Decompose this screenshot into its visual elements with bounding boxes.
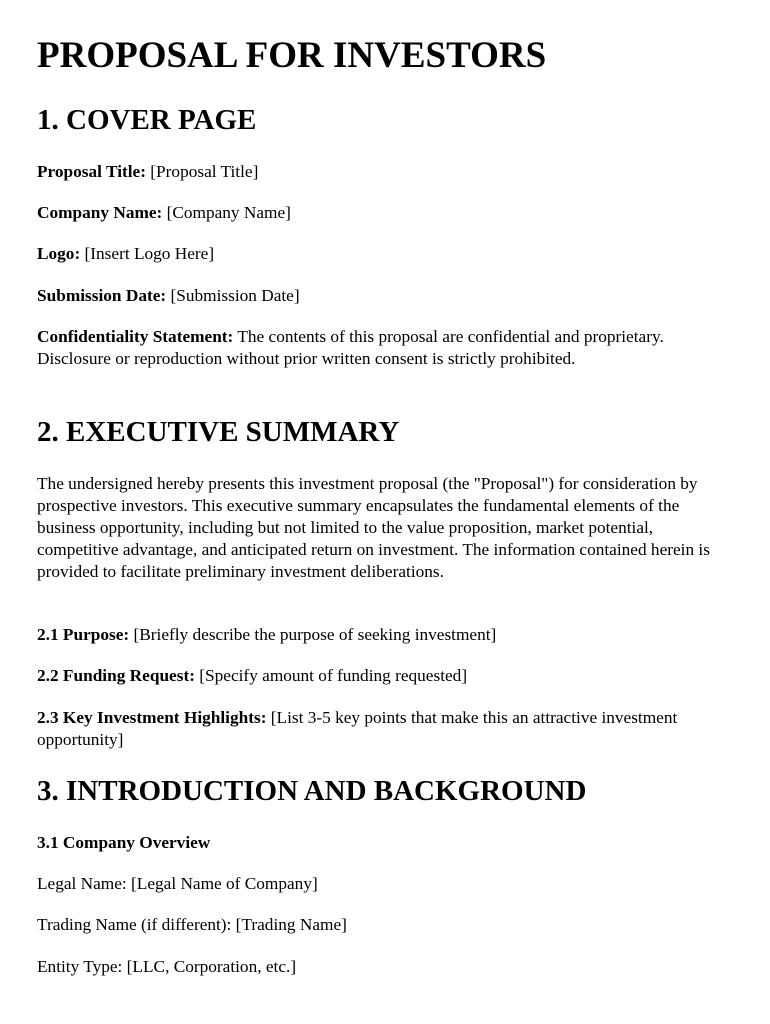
funding-request-value: [Specify amount of funding requested] [194,666,468,685]
key-highlights-label: 2.3 Key Investment Highlights: [37,708,267,727]
confidentiality-text: The contents of this proposal are confidential and proprietary. Disclosure or reproduction without prior written consent is strictly prohibited. [37,327,664,368]
legal-name-line: Legal Name: [Legal Name of Company] [37,874,318,893]
confidentiality-label: Confidentiality Statement: [37,327,234,346]
confidentiality-statement [37,326,727,370]
purpose-value: [Briefly describe the purpose of seeking investment] [129,625,497,644]
logo-field [37,243,727,265]
key-highlights-field [37,707,727,751]
proposal-title-value: [Proposal Title] [145,162,259,181]
company-name-field [37,202,727,224]
proposal-title-label: Proposal Title: [37,162,146,181]
funding-request-label: 2.2 Funding Request: [37,666,195,685]
document-title: PROPOSAL FOR INVESTORS [37,35,547,76]
company-name-label: Company Name: [37,203,163,222]
purpose-label: 2.1 Purpose: [37,625,130,644]
executive-summary-heading: 2. EXECUTIVE SUMMARY [37,416,400,448]
company-overview-subheading: 3.1 Company Overview [37,833,211,852]
cover-page-heading: 1. COVER PAGE [37,104,257,136]
executive-summary-intro: The undersigned hereby presents this investment proposal (the "Proposal") for consideration by prospective investors. This executive summary encapsulates the fundamental elements of the business opportunity, including but not limited to the value proposition, market potential, competitive advantage, and anticipated return on investment. The information contained herein is provided to facilitate preliminary investment deliberations. [37,474,710,581]
introduction-heading: 3. INTRODUCTION AND BACKGROUND [37,775,587,807]
submission-date-value: [Submission Date] [166,286,300,305]
funding-request-field [37,665,727,687]
trading-name-line: Trading Name (if different): [Trading Name] [37,915,347,934]
proposal-title-field [37,161,727,183]
submission-date-label: Submission Date: [37,286,167,305]
key-highlights-value: [List 3-5 key points that make this an attractive investment opportunity] [37,708,678,749]
company-name-value: [Company Name] [162,203,291,222]
entity-type-line: Entity Type: [LLC, Corporation, etc.] [37,957,297,976]
logo-value: [Insert Logo Here] [80,244,215,263]
logo-label: Logo: [37,244,81,263]
submission-date-field [37,285,727,307]
purpose-field [37,624,727,646]
